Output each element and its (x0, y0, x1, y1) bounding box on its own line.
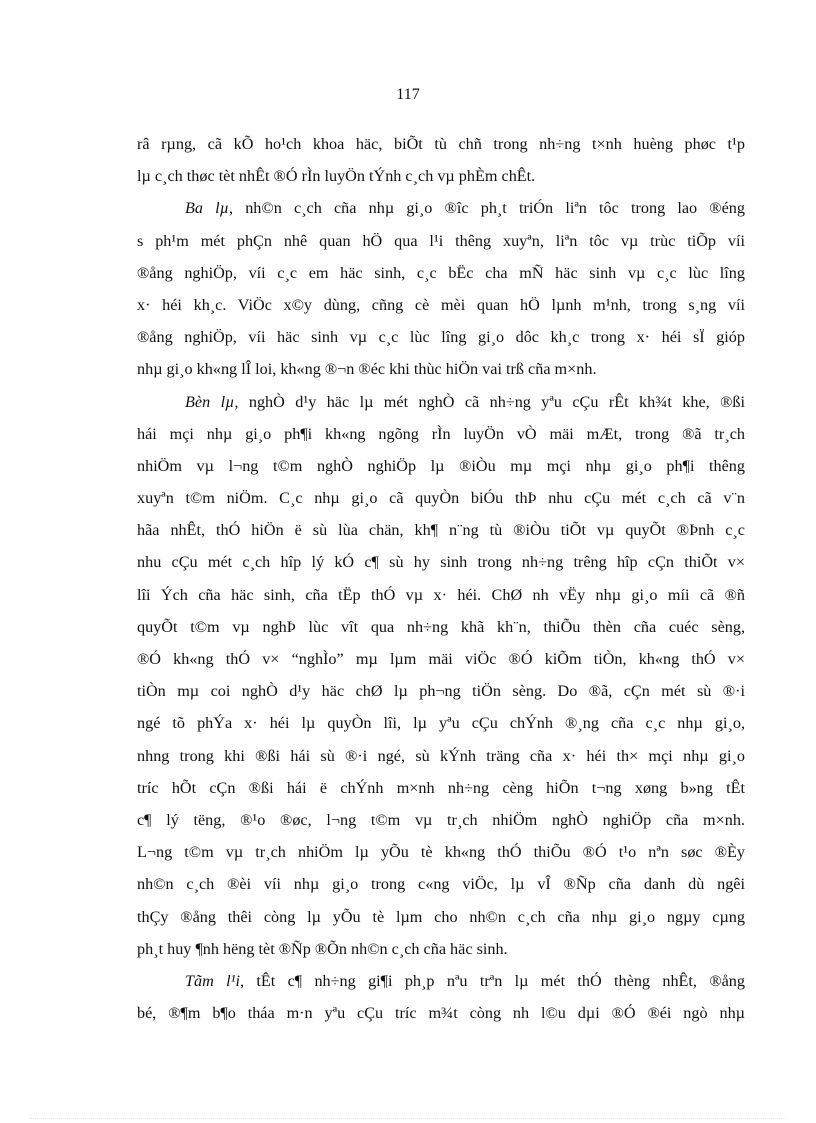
text-run: , nghÒ d¹y häc lµ mét nghÒ cã nh÷ng yªu cÇu rÊt kh¾t khe, ®ßi (234, 392, 745, 411)
text-line: hái mçi nhµ gi¸o ph¶i kh«ng ngõng rÌn luyÖn vÒ mäi mÆt, trong ®ã tr¸ch (137, 424, 745, 443)
text-line: nhu cÇu mét c¸ch hîp lý kÓ c¶ sù hy sinh trong nh÷ng trêng hîp cÇn thiÕt v× (137, 553, 745, 572)
text-line: nhµ gi¸o kh«ng lÎ loi, kh«ng ®¬n ®éc khi thùc hiÖn vai trß cña m×nh. (137, 360, 597, 379)
text-line (137, 192, 745, 224)
text-line: nhiÖm vµ l¬ng t©m nghÒ nghiÖp lµ ®iÒu mµ mçi nhµ gi¸o ph¶i thêng (137, 456, 745, 475)
text-line: râ rµng, cã kÕ ho¹ch khoa häc, biÕt tù chñ trong nh÷ng t×nh huèng phøc t¹p (137, 135, 745, 153)
paragraph-lead: Ba lµ (185, 199, 229, 218)
text-line: hãa nhÊt, thÓ hiÖn ë sù lùa chän, kh¶ n¨ng tù ®iÒu tiÕt vµ quyÕt ®Þnh c¸c (137, 521, 745, 540)
text-line: xuyªn t©m niÖm. C¸c nhµ gi¸o cã quyÒn biÓu thÞ nhu cÇu mét c¸ch cã v¨n (137, 489, 745, 508)
text-line: ®Ó kh«ng thÓ v× “nghÌo” mµ lµm mäi viÖc ®Ó kiÕm tiÒn, kh«ng thÓ v× (137, 650, 745, 668)
text-line: thÇy ®ång thêi còng lµ yÕu tè lµm cho nh©n c¸ch cña nhµ gi¸o ngµy cµng (137, 907, 745, 926)
paragraph (137, 192, 745, 385)
text-line: bé, ®¶m b¶o tháa m·n yªu cÇu tríc m¾t còng nh l©u dµi ®Ó ®éi ngò nhµ (137, 1004, 745, 1023)
paragraph (137, 386, 745, 965)
text-run: , nh©n c¸ch cña nhµ gi¸o ®îc ph¸t triÓn liªn tôc trong lao ®éng (228, 199, 745, 218)
text-line: L¬ng t©m vµ tr¸ch nhiÖm lµ yÕu tè kh«ng thÓ thiÕu ®Ó t¹o nªn søc ®Èy (137, 843, 745, 862)
text-line: ®ång nghiÖp, víi häc sinh vµ c¸c lùc lîng gi¸o dôc kh¸c trong x· héi sÏ gióp (137, 328, 745, 347)
body-text (137, 128, 745, 1029)
text-line: ®ång nghiÖp, víi c¸c em häc sinh, c¸c bËc cha mÑ häc sinh vµ c¸c lùc lîng (137, 263, 745, 282)
text-line: c¶ lý tëng, ®¹o ®øc, l¬ng t©m vµ tr¸ch nhiÖm nghÒ nghiÖp cña m×nh. (137, 810, 745, 829)
text-line: nh©n c¸ch ®èi víi nhµ gi¸o trong c«ng viÖc, lµ vÎ ®Ñp cña danh dù ngêi (137, 875, 745, 894)
text-line: ph¸t huy ¶nh hëng tèt ®Ñp ®Õn nh©n c¸ch cña häc sinh. (137, 939, 508, 958)
paragraph (137, 128, 745, 192)
text-line: lµ c¸ch thøc tèt nhÊt ®Ó rÌn luyÖn tÝnh c¸ch vµ phÈm chÊt. (137, 167, 536, 186)
text-line: s ph¹m mét phÇn nhê quan hÖ qua l¹i thêng xuyªn, liªn tôc vµ trùc tiÕp víi (137, 231, 745, 250)
text-line: nhng trong khi ®ßi hái sù ®·i ngé, sù kÝnh träng cña x· héi th× mçi nhµ gi¸o (137, 746, 745, 765)
text-line: quyÕt t©m vµ nghÞ lùc vît qua nh÷ng khã kh¨n, thiÕu thèn cña cuéc sèng, (137, 617, 745, 636)
text-line: ngé tõ phÝa x· héi lµ quyÒn lîi, lµ yªu cÇu chÝnh ®¸ng cña c¸c nhµ gi¸o, (137, 714, 745, 733)
text-run: , tÊt c¶ nh÷ng gi¶i ph¸p nªu trªn lµ mét thÓ thèng nhÊt, ®ång (239, 971, 745, 990)
paragraph (137, 965, 745, 1029)
text-line: tríc hÕt cÇn ®ßi hái ë chÝnh m×nh nh÷ng cèng hiÕn t¬ng xøng b»ng tÊt (137, 778, 745, 797)
paragraph-lead: Tãm l¹i (185, 971, 240, 990)
page-bottom-rule (30, 1118, 786, 1119)
page-number: 117 (396, 86, 420, 103)
paragraph-lead: Bèn lµ (185, 392, 235, 411)
text-line (137, 965, 745, 997)
text-line: lîi Ých cña häc sinh, cña tËp thÓ vµ x· héi. ChØ nh vËy nhµ gi¸o míi cã ®ñ (137, 585, 745, 604)
text-line: x· héi kh¸c. ViÖc x©y dùng, cñng cè mèi quan hÖ lµnh m¹nh, trong s¸ng víi (137, 295, 745, 314)
text-line (137, 386, 745, 418)
text-line: tiÒn mµ coi nghÒ d¹y häc chØ lµ ph¬ng tiÖn sèng. Do ®ã, cÇn mét sù ®·i (137, 682, 745, 701)
